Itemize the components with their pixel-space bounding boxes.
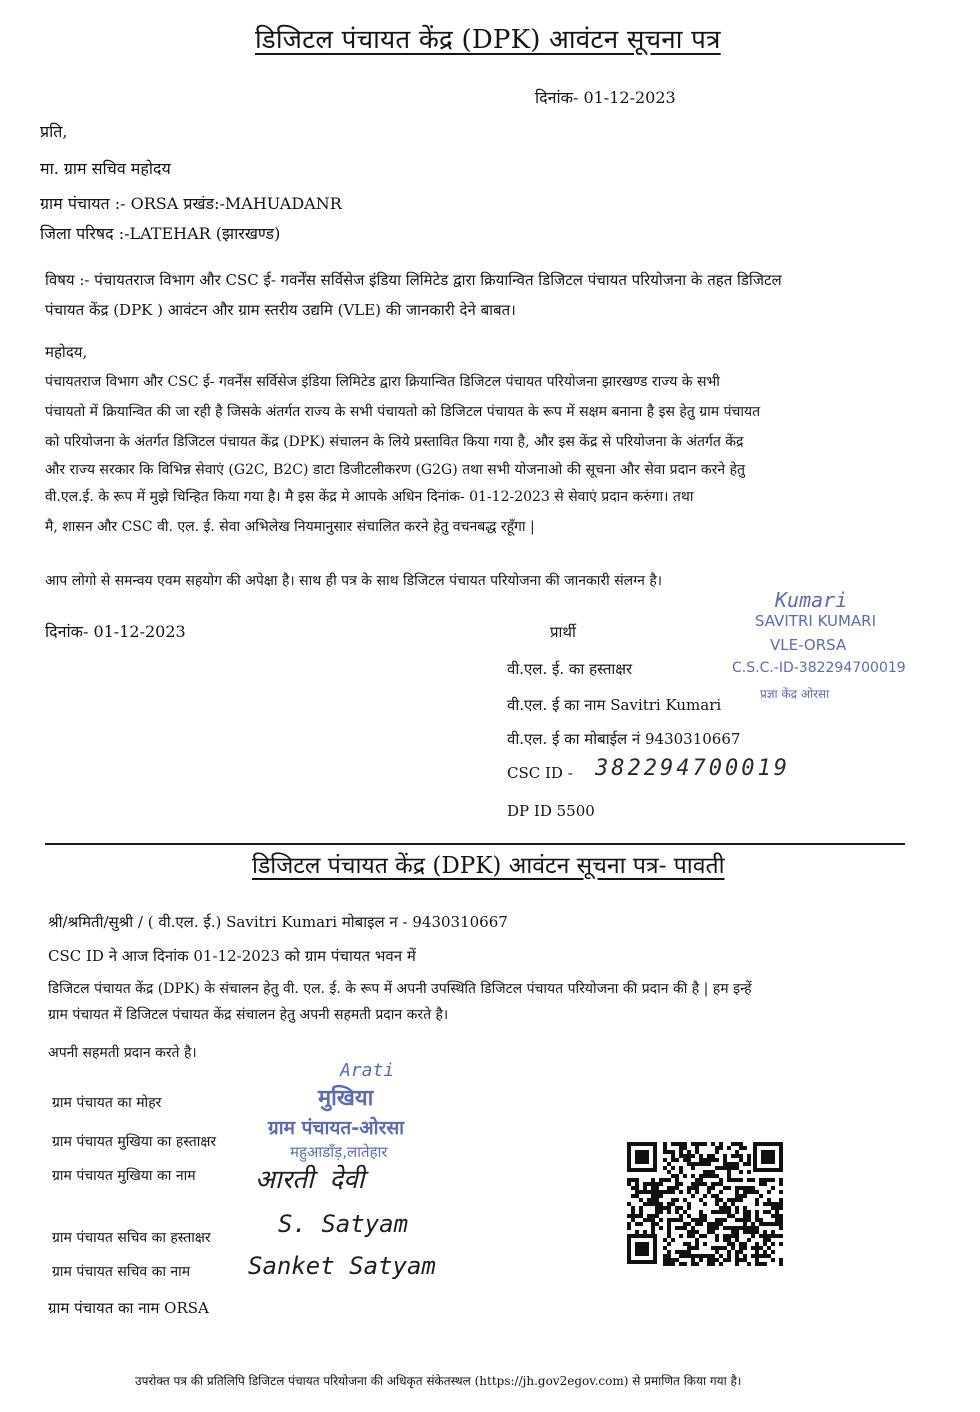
vle-mobile: वी.एल. ई का मोबाईल नं 9430310667 — [507, 730, 741, 748]
receipt-line1: श्री/श्रमिती/सुश्री / ( वी.एल. ई.) Savitri Kumari मोबाइल न - 9430310667 — [48, 913, 508, 931]
section-divider — [45, 843, 905, 845]
secretary-name-handwritten: Sanket Satyam — [248, 1252, 436, 1280]
subject-line1: विषय :- पंचायतराज विभाग और CSC ई- गवर्नेंस सर्विसेज इंडिया लिमिटेड द्वारा क्रियान्वित डिजिटल पंचायत परियोजना के तहत डिजिटल — [45, 271, 782, 289]
csc-id-label: CSC ID - — [507, 764, 573, 782]
panchayat-seal-label: ग्राम पंचायत का मोहर — [52, 1095, 162, 1111]
dp-id: DP ID 5500 — [507, 802, 595, 820]
panchayat-name: ग्राम पंचायत का नाम ORSA — [48, 1299, 209, 1317]
qr-code-icon — [625, 1140, 785, 1266]
mukhiya-signature-label: ग्राम पंचायत मुखिया का हस्ताक्षर — [52, 1134, 217, 1150]
signoff-date: दिनांक- 01-12-2023 — [45, 622, 186, 641]
receipt-title: डिजिटल पंचायत केंद्र (DPK) आवंटन सूचना पत्र- पावती — [252, 853, 725, 879]
receipt-line5: अपनी सहमती प्रदान करते है। — [48, 1045, 197, 1061]
secretary-name-label: ग्राम पंचायत सचिव का नाम — [52, 1264, 191, 1280]
body-line: मै, शासन और CSC वी. एल. ई. सेवा अभिलेख नियमानुसार संचालित करने हेतु वचनबद्ध रहूँगा | — [45, 519, 535, 535]
body-line: पंचायतो में क्रियान्वित की जा रही है जिसके अंतर्गत राज्य के सभी पंचायतो को डिजिटल पंचायत के रूप में सक्षम बनाना है इस हेतु ग्राम पंचायत — [45, 404, 761, 420]
letter-date: दिनांक- 01-12-2023 — [535, 88, 676, 107]
secretary-signature-handwritten: S. Satyam — [278, 1210, 409, 1238]
address-line1: मा. ग्राम सचिव महोदय — [40, 159, 171, 178]
mukhiya-seal-place: महुआडाँड़,लातेहार — [290, 1143, 388, 1161]
vle-stamp-footer: प्रज्ञा केंद्र ओरसा — [760, 687, 830, 701]
mukhiya-name-label: ग्राम पंचायत मुखिया का नाम — [52, 1168, 196, 1184]
applicant-label: प्रार्थी — [550, 623, 576, 641]
vle-stamp-signature: Kumari — [775, 588, 848, 612]
body-line: और राज्य सरकार कि विभिन्न सेवाएं (G2C, B2C) डाटा डिजीटलीकरण (G2G) तथा सभी योजनाओ की सूचना और सेवा प्रदान करने हेतु — [45, 462, 746, 478]
mukhiya-seal-signature: Arati — [340, 1060, 395, 1081]
mukhiya-name-handwritten: आरती देवी — [255, 1165, 365, 1195]
body-line: को परियोजना के अंतर्गत डिजिटल पंचायत केंद्र (DPK) संचालन के लिये प्रस्तावित किया गया है, और इस केंद्र से परियोजना के अंतर्गत केंद्र — [45, 434, 744, 450]
subject-line2: पंचायत केंद्र (DPK ) आवंटन और ग्राम स्तरीय उद्यमि (VLE) की जानकारी देने बाबत। — [45, 301, 516, 319]
body-line: पंचायतराज विभाग और CSC ई- गवर्नेंस सर्विसेज इंडिया लिमिटेड द्वारा क्रियान्वित डिजिटल पंचायत परियोजना झारखण्ड राज्य के सभी — [45, 374, 720, 390]
vle-stamp-name: SAVITRI KUMARI — [755, 612, 877, 630]
footer-note: उपरोक्त पत्र की प्रतिलिपि डिजिटल पंचायत परियोजना की अधिकृत संकेतस्थल (https://jh.gov2egov.com) से प्रमाणित किया गया है। — [135, 1374, 742, 1388]
address-line3: जिला परिषद :-LATEHAR (झारखण्ड) — [40, 224, 281, 243]
csc-id-handwritten: 382294700019 — [595, 756, 790, 781]
closing-line: आप लोगो से समन्वय एवम सहयोग की अपेक्षा है। साथ ही पत्र के साथ डिजिटल पंचायत परियोजना की जानकारी संलग्न है। — [45, 573, 663, 589]
address-line2: ग्राम पंचायत :- ORSA प्रखंड:-MAHUADANR — [40, 194, 342, 213]
address-to: प्रति, — [40, 122, 68, 141]
receipt-line3: डिजिटल पंचायत केंद्र (DPK) के संचालन हेतु वी. एल. ई. के रूप में अपनी उपस्थिति डिजिटल पंचायत परियोजना की प्रदान की है | हम इन्हें — [48, 981, 752, 997]
receipt-line4: ग्राम पंचायत में डिजिटल पंचायत केंद्र संचालन हेतु अपनी सहमती प्रदान करते है। — [48, 1007, 449, 1023]
vle-stamp-role: VLE-ORSA — [770, 636, 847, 654]
vle-signature-label: वी.एल. ई. का हस्ताक्षर — [507, 660, 633, 678]
mukhiya-seal-panchayat: ग्राम पंचायत-ओरसा — [268, 1117, 405, 1139]
receipt-line2: CSC ID ने आज दिनांक 01-12-2023 को ग्राम पंचायत भवन में — [48, 947, 416, 965]
body-line: वी.एल.ई. के रूप में मुझे चिन्हित किया गया है। मै इस केंद्र मे आपके अधिन दिनांक- 01-12-2023 से सेवाएं प्रदान करुंगा। तथा — [45, 489, 694, 505]
mukhiya-seal-title: मुखिया — [318, 1086, 374, 1111]
letter-title: डिजिटल पंचायत केंद्र (DPK) आवंटन सूचना पत्र — [255, 25, 721, 55]
vle-stamp-csc: C.S.C.-ID-382294700019 — [732, 660, 906, 676]
vle-name: वी.एल. ई का नाम Savitri Kumari — [507, 696, 722, 714]
salutation: महोदय, — [45, 343, 88, 361]
secretary-signature-label: ग्राम पंचायत सचिव का हस्ताक्षर — [52, 1230, 211, 1246]
